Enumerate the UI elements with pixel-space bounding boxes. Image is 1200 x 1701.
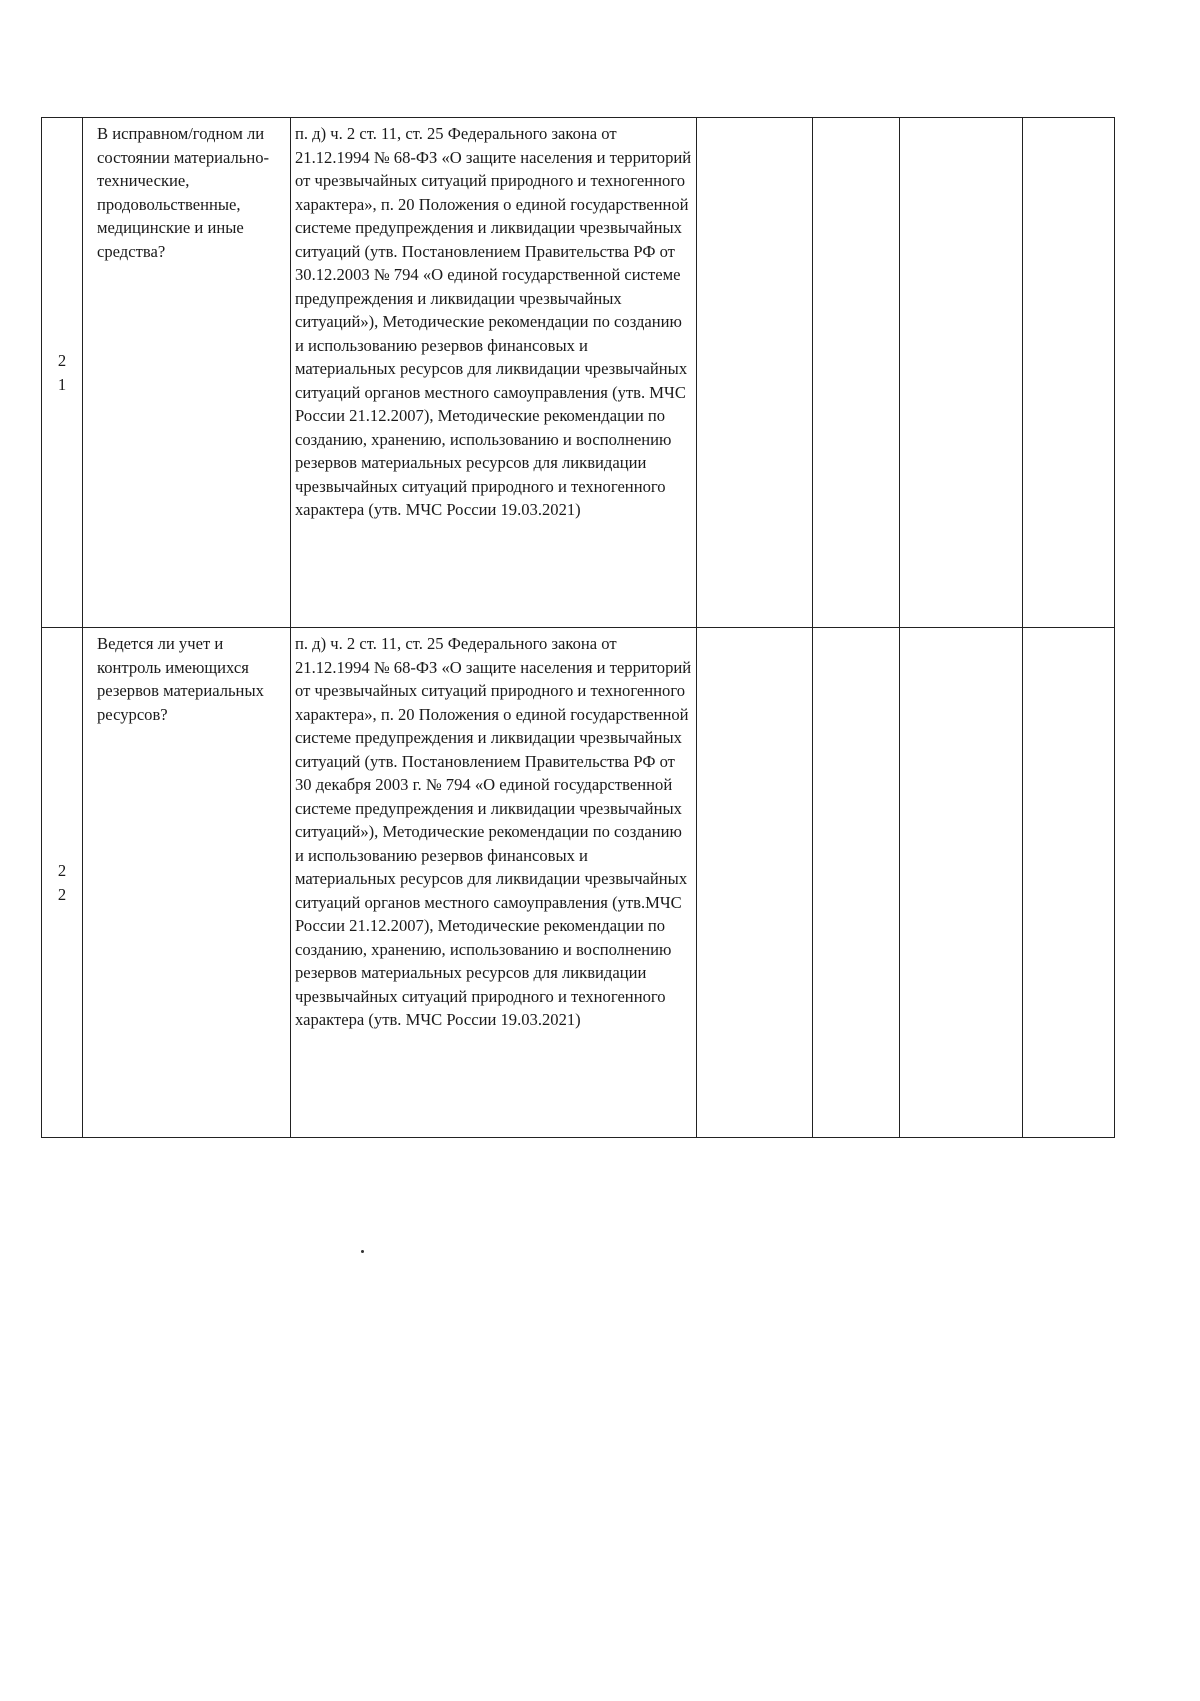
table-row bbox=[42, 628, 1115, 1138]
row-number-digit: 2 bbox=[57, 351, 67, 370]
answer-no-cell bbox=[813, 118, 900, 628]
checklist-table bbox=[41, 117, 1115, 1138]
answer-yes-cell bbox=[697, 118, 813, 628]
note-cell bbox=[1023, 628, 1115, 1138]
question-cell: В исправном/годном ли состоянии материально-технические, продовольственные, медицинские и иные средства? bbox=[83, 118, 291, 628]
row-number-digit: 2 bbox=[57, 884, 67, 904]
legal-basis-cell: п. д) ч. 2 ст. 11, ст. 25 Федерального закона от 21.12.1994 № 68-ФЗ «О защите населения и территорий от чрезвычайных ситуаций природного и техногенного характера», п. 20 Положения о единой государственной системе предупреждения и ликвидации чрезвычайных ситуаций (утв. Постановлением Правительства РФ от 30.12.2003 № 794 «О единой государственной системе предупреждения и ликвидации чрезвычайных ситуаций»), Методические рекомендации по созданию и использованию резервов финансовых и материальных ресурсов для ликвидации чрезвычайных ситуаций органов местного самоуправления (утв. МЧС России 21.12.2007), Методические рекомендации по созданию, хранению, использованию и восполнению резервов материальных ресурсов для ликвидации чрезвычайных ситуаций природного и техногенного характера (утв. МЧС России 19.03.2021) bbox=[291, 118, 697, 628]
row-number-digit: 1 bbox=[57, 374, 67, 394]
table-row bbox=[42, 118, 1115, 628]
answer-not-applicable-cell bbox=[900, 628, 1023, 1138]
answer-not-applicable-cell bbox=[900, 118, 1023, 628]
row-number bbox=[42, 628, 83, 1138]
question-cell: Ведется ли учет и контроль имеющихся резервов материальных ресурсов? bbox=[83, 628, 291, 1138]
scan-speck bbox=[361, 1250, 364, 1253]
note-cell bbox=[1023, 118, 1115, 628]
row-number bbox=[42, 118, 83, 628]
answer-yes-cell bbox=[697, 628, 813, 1138]
row-number-digit: 2 bbox=[57, 861, 67, 880]
answer-no-cell bbox=[813, 628, 900, 1138]
legal-basis-cell: п. д) ч. 2 ст. 11, ст. 25 Федерального закона от 21.12.1994 № 68-ФЗ «О защите населения и территорий от чрезвычайных ситуаций природного и техногенного характера», п. 20 Положения о единой государственной системе предупреждения и ликвидации чрезвычайных ситуаций (утв. Постановлением Правительства РФ от 30 декабря 2003 г. № 794 «О единой государственной системе предупреждения и ликвидации чрезвычайных ситуаций»), Методические рекомендации по созданию и использованию резервов финансовых и материальных ресурсов для ликвидации чрезвычайных ситуаций органов местного самоуправления (утв.МЧС России 21.12.2007), Методические рекомендации по созданию, хранению, использованию и восполнению резервов материальных ресурсов для ликвидации чрезвычайных ситуаций природного и техногенного характера (утв. МЧС России 19.03.2021) bbox=[291, 628, 697, 1138]
